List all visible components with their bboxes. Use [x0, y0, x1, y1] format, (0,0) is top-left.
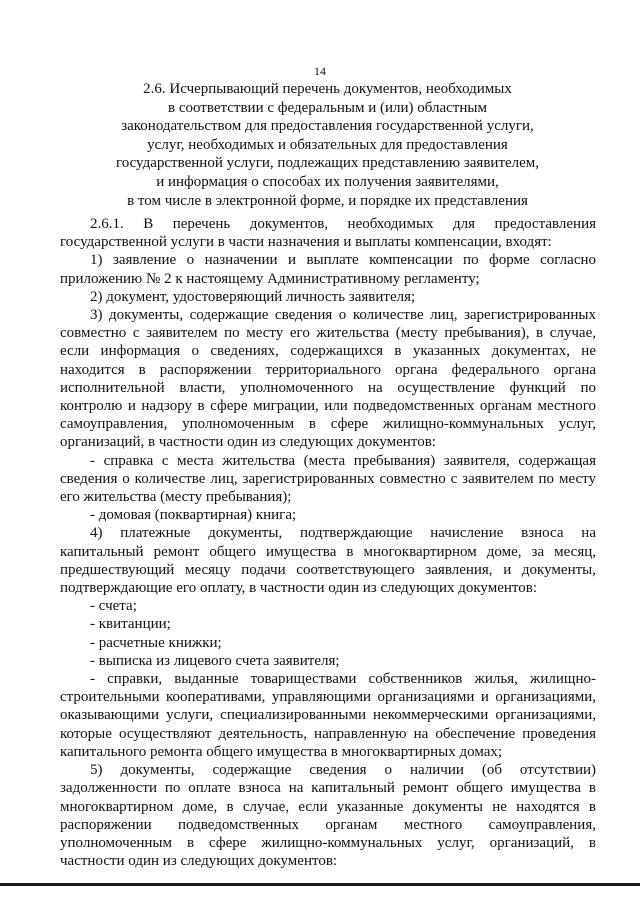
- heading-line: законодательством для предоставления государственной услуги,: [121, 118, 534, 135]
- section-heading: [60, 80, 595, 210]
- paragraph-item-4: 4) платежные документы, подтверждающие начисление взноса на капитальный ремонт общего имущества в многоквартирном доме, за месяц, предшествующий месяцу подачи соответствующего заявления, и документы, подтверждающие его оплату, в частности один из следующих документов:: [60, 525, 596, 597]
- paragraph-item-1: 1) заявление о назначении и выплате компенсации по форме согласно приложению № 2 к настоящему Административному регламенту;: [60, 252, 596, 287]
- heading-line: в том числе в электронной форме, и порядке их представления: [127, 192, 528, 209]
- bottom-rule: [0, 883, 640, 886]
- list-item-certificates: - справки, выданные товариществами собственников жилья, жилищно-строительными кооперативами, управляющими организациями и организациями, оказывающими услуги, специализированными некоммерческими организациями, которые осуществляют деятельность, направленную на обеспечение проведения капитального ремонта общего имущества в многоквартирных домах;: [60, 671, 596, 760]
- list-item-payment-books: - расчетные книжки;: [90, 634, 222, 651]
- list-item-receipts: - квитанции;: [90, 616, 171, 633]
- list-item-house-book: - домовая (поквартирная) книга;: [90, 507, 297, 524]
- heading-line: в соответствии с федеральным и (или) областным: [168, 99, 487, 116]
- document-body: [60, 215, 596, 870]
- heading-line: услуг, необходимых и обязательных для предоставления: [147, 136, 508, 153]
- list-item-residence-certificate: - справка с места жительства (места пребывания) заявителя, содержащая сведения о количестве лиц, зарегистрированных совместно с заявителем по месту его жительства (месту пребывания);: [60, 452, 596, 506]
- heading-line: государственной услуги, подлежащих представлению заявителем,: [115, 155, 540, 172]
- heading-line: 2.6. Исчерпывающий перечень документов, необходимых: [143, 81, 512, 97]
- paragraph-item-2: 2) документ, удостоверяющий личность заявителя;: [90, 288, 416, 305]
- page-number: 14: [314, 64, 326, 78]
- paragraph-2-6-1: 2.6.1. В перечень документов, необходимых для предоставления государственной услуги в части назначения и выплаты компенсации, входят:: [60, 216, 596, 251]
- paragraph-item-3: 3) документы, содержащие сведения о количестве лиц, зарегистрированных совместно с заявителем по месту его жительства (месту пребывания), в случае, если информация о сведениях, содержащихся в указанных документах, не находится в распоряжении территориального органа федерального органа исполнительной власти, уполномоченного на осуществление функций по контролю и надзору в сфере миграции, или подведомственных органам местного самоуправления, уполномоченным в сфере жилищно-коммунальных услуг, организаций, в частности один из следующих документов:: [60, 307, 596, 451]
- heading-line: и информация о способах их получения заявителями,: [156, 173, 499, 190]
- list-item-invoices: - счета;: [90, 598, 137, 615]
- list-item-account-statement: - выписка из лицевого счета заявителя;: [90, 652, 340, 669]
- paragraph-item-5: 5) документы, содержащие сведения о наличии (об отсутствии) задолженности по оплате взноса на капитальный ремонт общего имущества в многоквартирном доме, в случае, если указанные документы не находятся в распоряжении подведомственных органам местного самоуправления, уполномоченным в сфере жилищно-коммунальных услуг, организаций, в частности один из следующих документов:: [60, 762, 596, 870]
